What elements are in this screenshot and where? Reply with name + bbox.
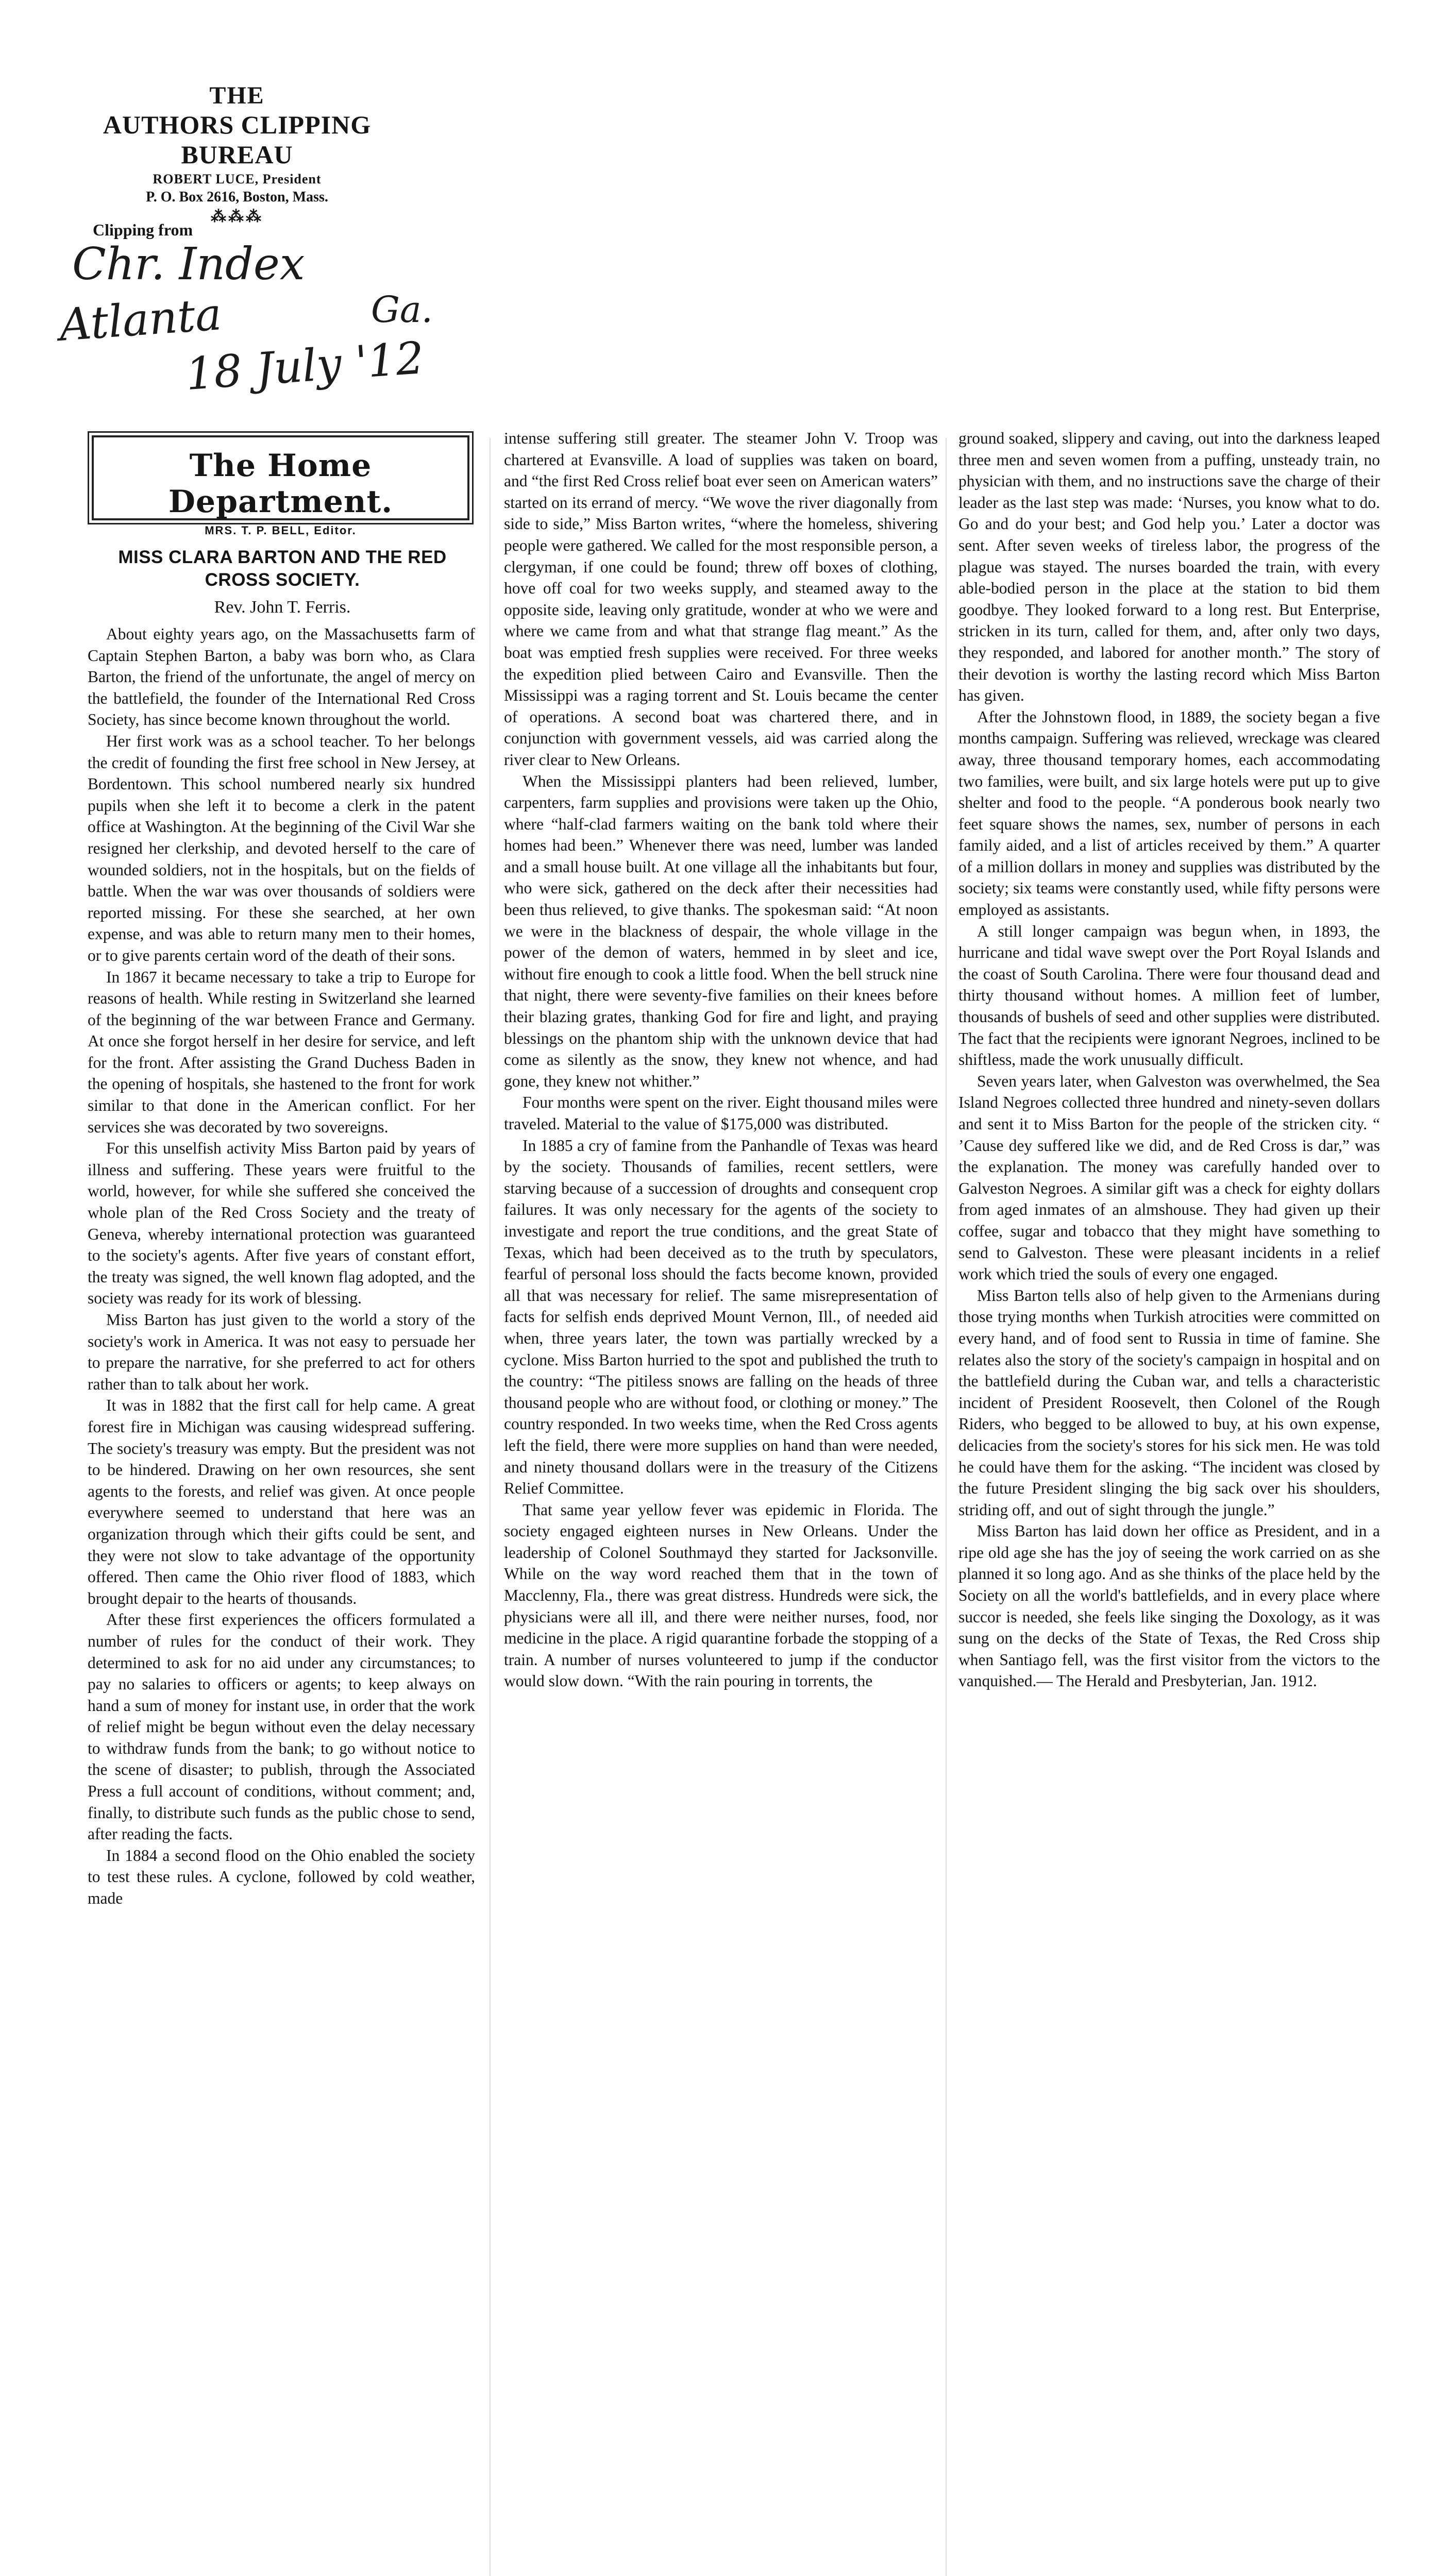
bureau-president: ROBERT LUCE, President xyxy=(153,172,322,187)
article-paragraph: Her first work was as a school teacher. To her belongs the credit of founding the first free school in New Jersey, at Bordentown. This school numbered nearly six hundred pupils when she left it to become a clerk in the patent office at Washington. At the beginning of the Civil War she resigned her clerkship, and devoted herself to the care of wounded soldiers, not in the hospitals, but on the fields of battle. When the war was over thousands of soldiers were reported missing. For these she searched, at her own expense, and was able to return many men to their homes, or to give parents certain word of the death of their sons. xyxy=(88,732,475,964)
handwritten-date: 18 July '12 xyxy=(184,332,426,401)
article-paragraph: Seven years later, when Galveston was overwhelmed, the Sea Island Negroes collected three hundred and ninety-seven dollars and sent it to Miss Barton for the people of the stricken city. “ ’Cause dey suffered like we did, and de Red Cross is dar,” was the explanation. The money was carefully handed over to Galveston Negroes. A similar gift was a check for eighty dollars from aged inmates of an almshouse. They had given up their coffee, sugar and tobacco that they might have something to send to Galveston. These were pleasant incidents in a relief work which tried the souls of every one engaged. xyxy=(958,1072,1380,1283)
handwritten-paper-name: Chr. Index xyxy=(72,239,305,290)
article-paragraph: In 1867 it became necessary to take a trip to Europe for reasons of health. While resting in Switzerland she learned of the beginning of the war between France and Germany. At once she forgot herself in her desire for service, and left for the front. After assisting the Grand Duchess Baden in the opening of hospitals, she hastened to the front for work similar to that done in the American conflict. For her services she was decorated by two sovereigns. xyxy=(88,968,475,1136)
article-paragraph: Miss Barton has just given to the world a story of the society's work in America. It was not easy to persuade her to prepare the narrative, for she preferred to act for others rather than to talk about her work. xyxy=(88,1311,475,1393)
article-paragraph: For this unselfish activity Miss Barton paid by years of illness and suffering. These years were fruitful to the world, however, for while she suffered she conceived the whole plan of the Red Cross Society and the treaty of Geneva, whereby international protection was guaranteed to the society's agents. After five years of constant effort, the treaty was signed, the well known flag adopted, and the society was ready for its work of blessing. xyxy=(88,1139,475,1308)
bureau-the: THE xyxy=(209,82,265,109)
article-paragraph: Four months were spent on the river. Eight thousand miles were traveled. Material to the value of $175,000 was distributed. xyxy=(504,1093,938,1133)
article-headline: MISS CLARA BARTON AND THE RED CROSS SOCIETY. xyxy=(118,547,447,590)
article-paragraph: After these first experiences the officers formulated a number of rules for the conduct of their work. They determined to ask for no aid under any circumstances; to pay no salaries to officers or agents; to keep always on hand a sum of money for instant use, in order that the work of relief might be begun without even the delay necessary to withdraw funds from the bank; to go without notice to the scene of disaster; to publish, through the Associated Press a full account of conditions, without comment; and, finally, to distribute such funds as the public chose to send, after reading the facts. xyxy=(88,1611,475,1843)
article-paragraph: Miss Barton has laid down her office as President, and in a ripe old age she has the joy of seeing the work carried on as she planned it so long ago. And as she thinks of the place held by the Society on all the world's battlefields, and in every place where succor is needed, she feels like singing the Doxology, as it was sung on the decks of the State of Texas, the Red Cross ship when Santiago fell, was the first visitor from the victors to the vanquished.— The Herald and Presbyterian, Jan. 1912. xyxy=(958,1522,1380,1690)
article-paragraph: In 1884 a second flood on the Ohio enabled the society to test these rules. A cyclone, followed by cold weather, made xyxy=(88,1846,475,1908)
article-paragraph: intense suffering still greater. The steamer John V. Troop was chartered at Evansville. A load of supplies was taken on board, and “the first Red Cross relief boat ever seen on American waters” started on its errand of mercy. “We wove the river diagonally from side to side,” Miss Barton writes, “where the homeless, shivering people were gathered. We called for the most responsible person, a clergyman, if one could be found; threw off boxes of clothing, hove off coal for two weeks supply, and steamed away to the opposite side, leaving only gratitude, wonder at who we were and where we came from and what that strange flag meant.” As the boat was emptied fresh supplies were received. For three weeks the expedition plied between Cairo and Evansville. Then the Mississippi was a raging torrent and St. Louis became the center of operations. A second boat was chartered there, and in conjunction with government vessels, aid was carried along the river clear to New Orleans. xyxy=(504,429,938,769)
article-column-2 xyxy=(504,428,938,2576)
column-divider xyxy=(490,438,491,2576)
clipping-from-label: Clipping from xyxy=(93,221,193,239)
article-paragraph: Miss Barton tells also of help given to the Armenians during those trying months when Turkish atrocities were committed on every hand, and of food sent to Russia in time of famine. She relates also the story of the society's campaign in hospital and on the battlefield during the Cuban war, and tells a characteristic incident of President Roosevelt, then Colonel of the Rough Riders, who begged to be allowed to buy, at his own expense, delicacies from the society's stores for his sick men. He was told he could have them for the asking. “The incident was closed by the future President slinging the big sack over his shoulders, striding off, and out of sight through the jungle.” xyxy=(958,1286,1380,1519)
handwritten-city: Atlanta xyxy=(57,289,224,351)
handwritten-state: Ga. xyxy=(371,289,433,331)
article-paragraph: It was in 1882 that the first call for help came. A great forest fire in Michigan was causing widespread suffering. The society's treasury was empty. But the president was not to be hindered. Drawing on her own resources, she sent agents to the forests, and relief was given. At once people everywhere seemed to understand that here was an organization through which their gifts could be sent, and they were not slow to take advantage of the opportunity offered. Then came the Ohio river flood of 1883, which brought depair to the hearts of thousands. xyxy=(88,1396,475,1607)
article-column-1 xyxy=(88,623,475,2576)
article-paragraph: About eighty years ago, on the Massachusetts farm of Captain Stephen Barton, a baby was born who, as Clara Barton, the friend of the unfortunate, the angel of mercy on the battlefield, the founder of the International Red Cross Society, has since become known throughout the world. xyxy=(88,625,475,729)
bureau-name: AUTHORS CLIPPING BUREAU xyxy=(103,110,372,169)
department-banner xyxy=(92,435,469,537)
article-paragraph: A still longer campaign was begun when, in 1893, the hurricane and tidal wave swept over the Port Royal Islands and the coast of South Carolina. There were four thousand dead and thirty thousand without homes. A million feet of lumber, thousands of bushels of seed and other supplies were distributed. The fact that the recipients were ignorant Negroes, inclined to be shiftless, made the work unusually difficult. xyxy=(958,922,1380,1069)
bureau-header xyxy=(77,81,397,226)
department-editor: MRS. T. P. BELL, Editor. xyxy=(205,524,357,537)
ornament: ⁂⁂⁂ xyxy=(211,208,263,225)
article-paragraph: In 1885 a cry of famine from the Panhandle of Texas was heard by the society. Thousands of families, recent settlers, were starving because of a succession of droughts and consequent crop failures. It was only necessary for the agents of the society to investigate and report the true conditions, and the great State of Texas, which had been deceived as to the truth by speculators, fearful of personal loss should the facts become known, provided all that was necessary for relief. The same misrepresentation of facts for selfish ends deprived Mount Vernon, Ill., of needed aid when, three years later, the town was partially wrecked by a cyclone. Miss Barton hurried to the spot and published the truth to the country: “The pitiless snows are falling on the heads of three thousand people who are without food, or clothing or money.” The country responded. In two weeks time, when the Red Cross agents left the field, there were more supplies on hand than were needed, and ninety thousand dollars were in the treasury of the Citizens Relief Committee. xyxy=(504,1136,938,1498)
article-paragraph: When the Mississippi planters had been relieved, lumber, carpenters, farm supplies and provisions were taken up the Ohio, where “half-clad farmers waiting on the bank told where their homes had been.” Whenever there was need, lumber was landed and a small house built. At one village all the inhabitants but four, who were sick, gathered on the deck after their necessities had been thus relieved, to give thanks. The spokesman said: “At noon we were in the blackness of despair, the whole village in the power of the demon of waters, hemmed in by sleet and ice, without fire enough to cook a little food. When the bell struck nine that night, there were seventy-five families on their knees before their blazing grates, thanking God for fire and light, and praying blessings on the phantom ship with the unknown device that had come as silently as the snow, they knew not whence, and had gone, they knew not whither.” xyxy=(504,772,938,1090)
article-paragraph: That same year yellow fever was epidemic in Florida. The society engaged eighteen nurses in New Orleans. Under the leadership of Colonel Southmayd they started for Jacksonville. While on the way word reached them that in the town of Macclenny, Fla., there was great distress. Hundreds were sick, the physicians were all ill, and there were neither nurses, food, nor medicine in the place. A rigid quarantine forbade the stopping of a train. A number of nurses volunteered to jump if the conductor would slow down. “With the rain pouring in torrents, the xyxy=(504,1500,938,1690)
article-paragraph: After the Johnstown flood, in 1889, the society began a five months campaign. Suffering was relieved, wreckage was cleared away, three thousand temporary homes, each accommodating two families, were built, and six large hotels were put up to give shelter and food to the people. “A ponderous book nearly two feet square shows the names, sex, number of persons in each family aided, and a list of articles received by them.” A quarter of a million dollars in money and supplies was distributed by the society; six teams were constantly used, while fifty persons were employed as assistants. xyxy=(958,707,1380,919)
department-title: The Home Department. xyxy=(168,448,393,520)
bureau-address: P. O. Box 2616, Boston, Mass. xyxy=(146,189,328,205)
article-byline: Rev. John T. Ferris. xyxy=(214,598,351,617)
article-paragraph: ground soaked, slippery and caving, out into the darkness leaped three men and seven women from a puffing, unsteady train, no physician with them, and no instructions save the charge of their leader as the last step was made: ‘Nurses, you know what to do. Go and do your best; and God help you.’ Later a doctor was sent. After seven weeks of tireless labor, the progress of the plague was stayed. The nurses boarded the train, with every able-bodied person in the place at the station to bid them goodbye. They looked forward to a long rest. But Enterprise, stricken in its turn, called for them, and, after only two days, they responded, and labored for another month.” The story of their devotion is worthy the lasting record which Miss Barton has given. xyxy=(958,429,1380,705)
column-divider xyxy=(946,438,947,2576)
article-column-3 xyxy=(958,428,1380,2576)
